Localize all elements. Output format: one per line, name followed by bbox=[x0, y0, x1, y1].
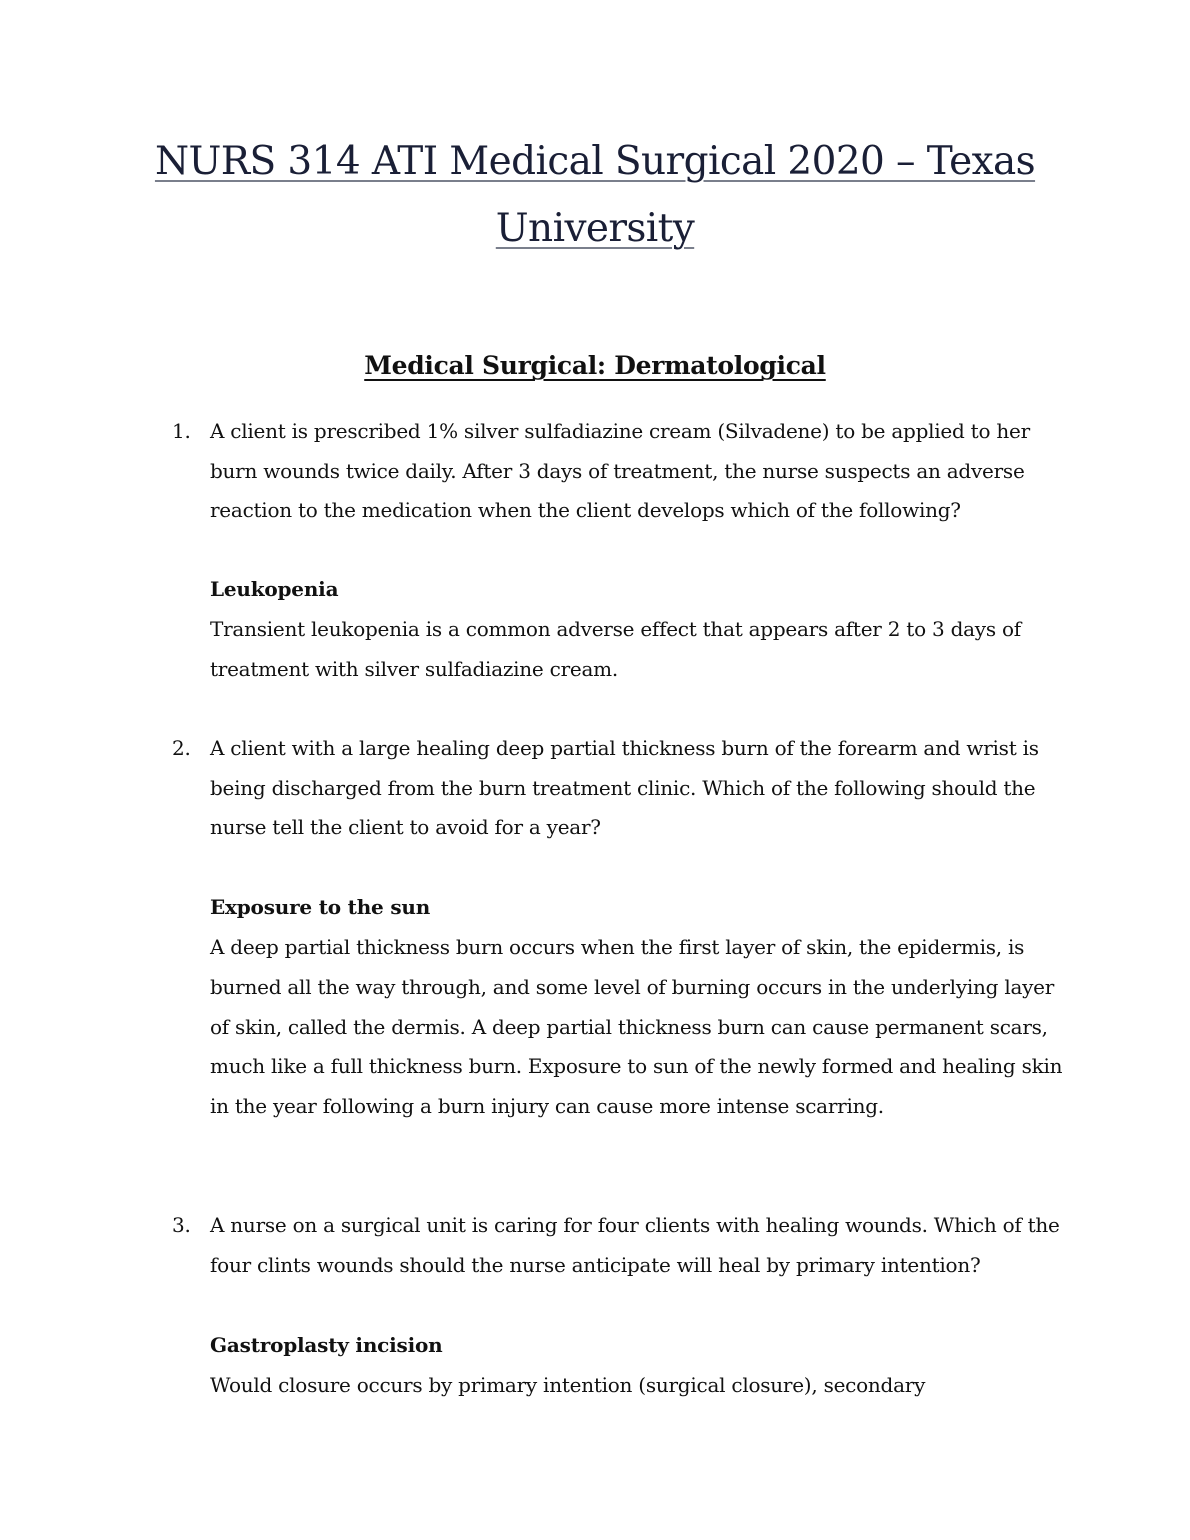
question-number: 1. bbox=[172, 419, 191, 443]
document-title-text: NURS 314 ATI Medical Surgical 2020 – Texas University bbox=[154, 139, 1036, 251]
section-heading-text: Medical Surgical: Dermatological bbox=[364, 351, 826, 380]
question-3 bbox=[172, 1206, 1070, 1285]
question-1 bbox=[172, 412, 1070, 531]
question-text: A client is prescribed 1% silver sulfadiazine cream (Silvadene) to be applied to her burn wounds twice daily. After 3 days of treatment, the nurse suspects an adverse reaction to the medication when the client develops which of the following? bbox=[210, 419, 1030, 523]
section-heading bbox=[120, 346, 1070, 386]
question-number: 3. bbox=[172, 1213, 191, 1237]
answer-title: Gastroplasty incision bbox=[210, 1333, 443, 1357]
question-2 bbox=[172, 729, 1070, 848]
answer-rationale: Would closure occurs by primary intention (surgical closure), secondary bbox=[210, 1373, 926, 1397]
answer-title: Leukopenia bbox=[210, 577, 339, 601]
question-text: A nurse on a surgical unit is caring for four clients with healing wounds. Which of the four clints wounds should the nurse anticipate will heal by primary intention? bbox=[210, 1213, 1060, 1277]
question-number: 2. bbox=[172, 736, 191, 760]
answer-rationale: Transient leukopenia is a common adverse effect that appears after 2 to 3 days of treatment with silver sulfadiazine cream. bbox=[210, 617, 1021, 681]
question-text: A client with a large healing deep partial thickness burn of the forearm and wrist is being discharged from the burn treatment clinic. Which of the following should the nurse tell the client to avoid for a year? bbox=[210, 736, 1039, 840]
answer-title: Exposure to the sun bbox=[210, 895, 431, 919]
document-title bbox=[120, 128, 1070, 262]
answer-rationale: A deep partial thickness burn occurs when the first layer of skin, the epidermis, is burned all the way through, and some level of burning occurs in the underlying layer of skin, called the dermis. A deep partial thickness burn can cause permanent scars, much like a full thickness burn. Exposure to sun of the newly formed and healing skin in the year following a burn injury can cause more intense scarring. bbox=[210, 935, 1063, 1119]
